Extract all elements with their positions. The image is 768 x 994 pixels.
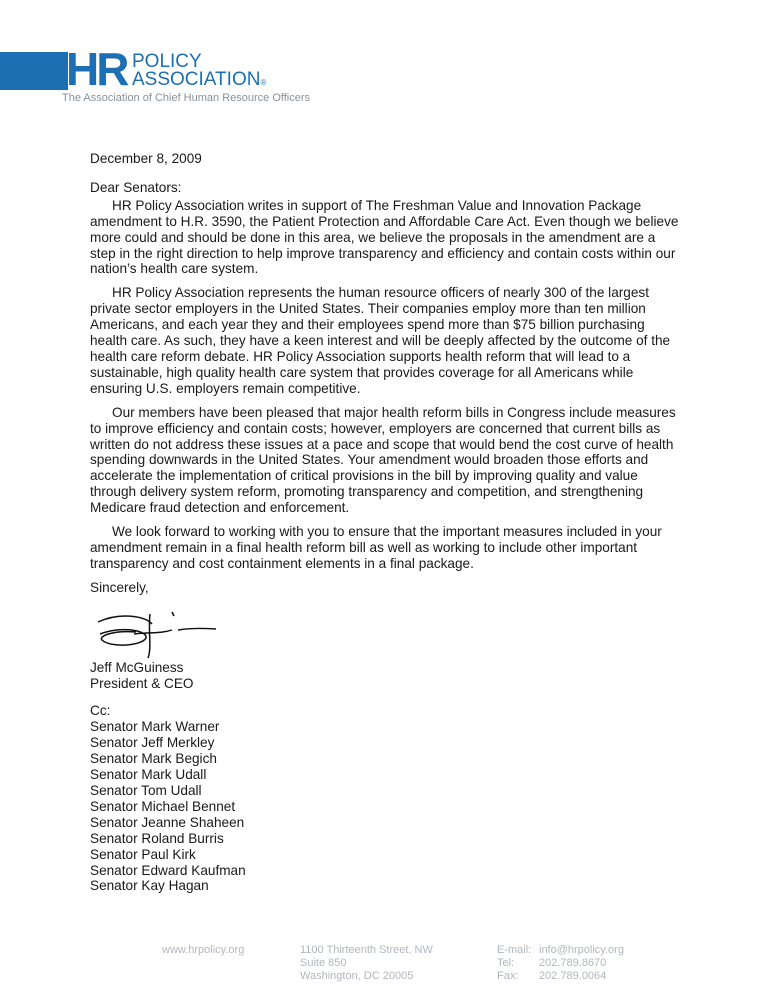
letter-body xyxy=(90,151,680,894)
paragraph-3: Our members have been pleased that major health reform bills in Congress include measures to improve efficiency and contain costs; however, employers are concerned that current bills as written do not address these issues at a pace and scope that would bend the cost curve of health spending downwards in the United States. Your amendment would broaden those efforts and accelerate the implementation of critical provisions in the bill by improving quality and value through delivery system reform, promoting transparency and competition, and strengthening Medicare fraud detection and enforcement. xyxy=(90,404,676,516)
address-line-1: 1100 Thirteenth Street, NW xyxy=(300,944,433,956)
closing: Sincerely, xyxy=(90,579,149,595)
paragraph-2: HR Policy Association represents the human resource officers of nearly 300 of the largest private sector employers in the United States. Their companies employ more than ten million Americans, and each year they and their employees spend more than $75 billion purchasing health care. As such, they have a keen interest and will be deeply affected by the outcome of the health care reform debate. HR Policy Association supports health reform that will lead to a sustainable, high quality health care system that provides coverage for all Americans while ensuring U.S. employers remain competitive. xyxy=(90,285,671,396)
footer-tel-row xyxy=(497,957,624,970)
cc-list xyxy=(90,703,680,894)
address-line-3: Washington, DC 20005 xyxy=(300,970,414,982)
cc-recipient: Senator Jeff Merkley xyxy=(90,735,215,751)
footer-fax-row xyxy=(497,970,624,983)
cc-recipient: Senator Paul Kirk xyxy=(90,846,196,862)
tel-value: 202.789.8670 xyxy=(539,957,607,969)
fax-value: 202.789.0064 xyxy=(539,970,607,982)
footer-website: www.hrpolicy.org xyxy=(162,944,245,956)
address-line-2: Suite 850 xyxy=(300,957,347,969)
letterhead-footer xyxy=(0,944,768,994)
paragraph-4: We look forward to working with you to ensure that the important measures included in your amendment remain in a final health reform bill as well as working to include other important transparency and cost containment elements in a final package. xyxy=(90,524,662,571)
letter-date: December 8, 2009 xyxy=(90,151,202,166)
cc-recipient: Senator Mark Begich xyxy=(90,751,217,767)
cc-recipient: Senator Edward Kaufman xyxy=(90,862,246,878)
letterhead-band xyxy=(0,52,68,90)
signer-title: President & CEO xyxy=(90,675,194,691)
logo-mark: HR xyxy=(66,43,127,95)
letterhead-tagline: The Association of Chief Human Resource Officers xyxy=(62,92,311,104)
signer-name: Jeff McGuiness xyxy=(90,659,184,675)
cc-recipient: Senator Tom Udall xyxy=(90,783,202,798)
registered-mark: ® xyxy=(260,78,267,87)
email-value: info@hrpolicy.org xyxy=(539,944,624,956)
cc-recipient: Senator Roland Burris xyxy=(90,830,224,846)
cc-recipient: Senator Mark Udall xyxy=(90,767,207,783)
logo-line-association xyxy=(132,71,266,92)
cc-recipient: Senator Mark Warner xyxy=(90,719,220,735)
salutation: Dear Senators: xyxy=(90,179,182,195)
cc-recipient: Senator Jeanne Shaheen xyxy=(90,814,245,830)
logo-line-association-text: ASSOCIATION xyxy=(132,69,261,90)
logo-wordmark xyxy=(132,53,266,92)
fax-label: Fax: xyxy=(497,970,519,982)
cc-label: Cc: xyxy=(90,703,111,719)
tel-label: Tel: xyxy=(497,957,515,969)
cc-recipient: Senator Michael Bennet xyxy=(90,798,236,814)
footer-address xyxy=(300,944,433,983)
email-label: E-mail: xyxy=(497,944,532,956)
footer-email-row xyxy=(497,944,624,957)
footer-contact xyxy=(497,944,624,983)
cc-recipient: Senator Kay Hagan xyxy=(90,878,209,894)
paragraph-1: HR Policy Association writes in support of The Freshman Value and Innovation Package amendment to H.R. 3590, the Patient Protection and Affordable Care Act. Even though we believe more could and should be done in this area, we believe the proposals in the amendment are a step in the right direction to help improve transparency and efficiency and contain costs within our nation’s health care system. xyxy=(90,197,679,277)
logo-line-policy: POLICY xyxy=(132,51,202,72)
handwritten-signature xyxy=(90,604,218,660)
